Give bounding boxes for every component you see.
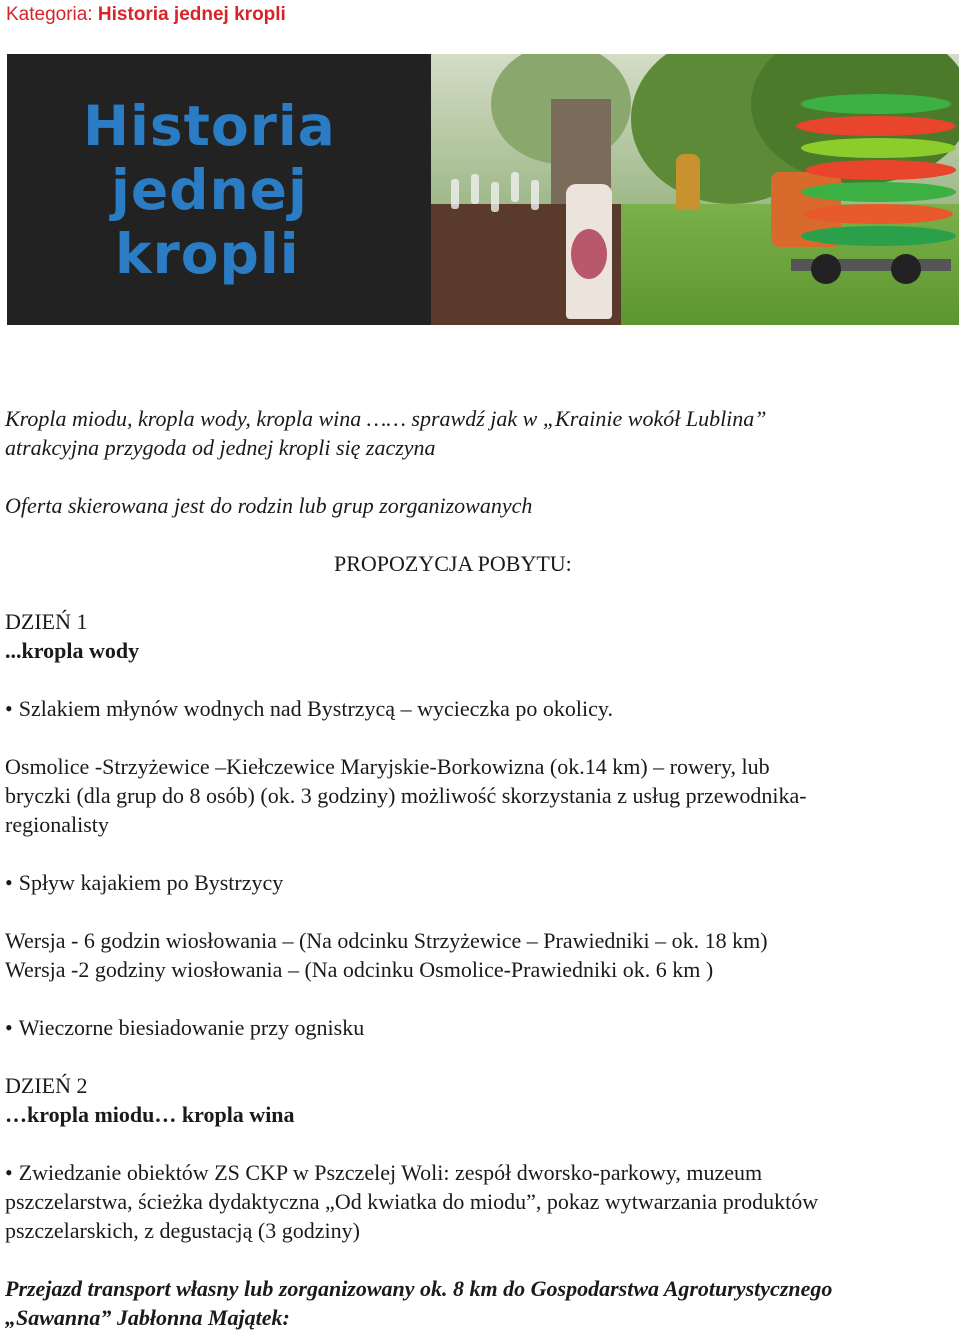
- day2-title: DZIEŃ 2: [5, 1073, 88, 1098]
- day2-bullet-line: pszczelarstwa, ścieżka dydaktyczna „Od kwiatka do miodu”, pokaz wytwarzania produktów: [5, 1189, 819, 1214]
- day1-paragraph-line: Osmolice -Strzyżewice –Kiełczewice Maryjskie-Borkowizna (ok.14 km) – rowery, lub: [5, 754, 770, 779]
- logo-line: jednej: [111, 158, 308, 222]
- banner-photo: [431, 54, 959, 325]
- intro-line-2: atrakcyjna przygoda od jednej kropli się zaczyna: [5, 435, 436, 460]
- day2-subtitle: …kropla miodu… kropla wina: [5, 1102, 295, 1127]
- banner-logo: [83, 94, 383, 286]
- offer-text: Oferta skierowana jest do rodzin lub grup zorganizowanych: [5, 493, 533, 518]
- logo-line: Historia: [83, 94, 336, 158]
- version-line-1: Wersja - 6 godzin wiosłowania – (Na odcinku Strzyżewice – Prawiedniki – ok. 18 km): [5, 928, 768, 953]
- day1-subtitle: ...kropla wody: [5, 638, 140, 663]
- day1-bullet-3: • Wieczorne biesiadowanie przy ognisku: [5, 1013, 364, 1042]
- version-line-2: Wersja -2 godziny wiosłowania – (Na odcinku Osmolice-Prawiedniki ok. 6 km ): [5, 957, 714, 982]
- category-prefix: Kategoria:: [6, 4, 98, 25]
- category-link[interactable]: Historia jednej kropli: [97, 4, 286, 25]
- banner-image: [7, 54, 959, 325]
- day1-paragraph-line: bryczki (dla grup do 8 osób) (ok. 3 godziny) możliwość skorzystania z usług przewodnika-: [5, 783, 807, 808]
- day1-paragraph-line: regionalisty: [5, 812, 109, 837]
- day1-bullet-2: • Spływ kajakiem po Bystrzycy: [5, 868, 283, 897]
- day2-bullet-line: pszczelarskich, z degustacją (3 godziny): [5, 1218, 360, 1243]
- section-heading: PROPOZYCJA POBYTU:: [334, 551, 572, 576]
- category-line: [6, 4, 286, 26]
- day2-bullet-1: • Zwiedzanie obiektów ZS CKP w Pszczelej Woli: zespół dworsko-parkowy, muzeum: [5, 1158, 762, 1187]
- day1-title: DZIEŃ 1: [5, 609, 88, 634]
- day1-bullet-1: • Szlakiem młynów wodnych nad Bystrzycą – wycieczka po okolicy.: [5, 694, 613, 723]
- transport-line-1: Przejazd transport własny lub zorganizowany ok. 8 km do Gospodarstwa Agroturystycznego: [5, 1276, 833, 1301]
- intro-line-1: Kropla miodu, kropla wody, kropla wina …… sprawdź jak w „Krainie wokół Lublina”: [5, 406, 767, 431]
- banner-logo-panel: [7, 54, 431, 325]
- logo-line: kropli: [115, 222, 300, 286]
- transport-line-2: „Sawanna” Jabłonna Majątek:: [5, 1305, 290, 1330]
